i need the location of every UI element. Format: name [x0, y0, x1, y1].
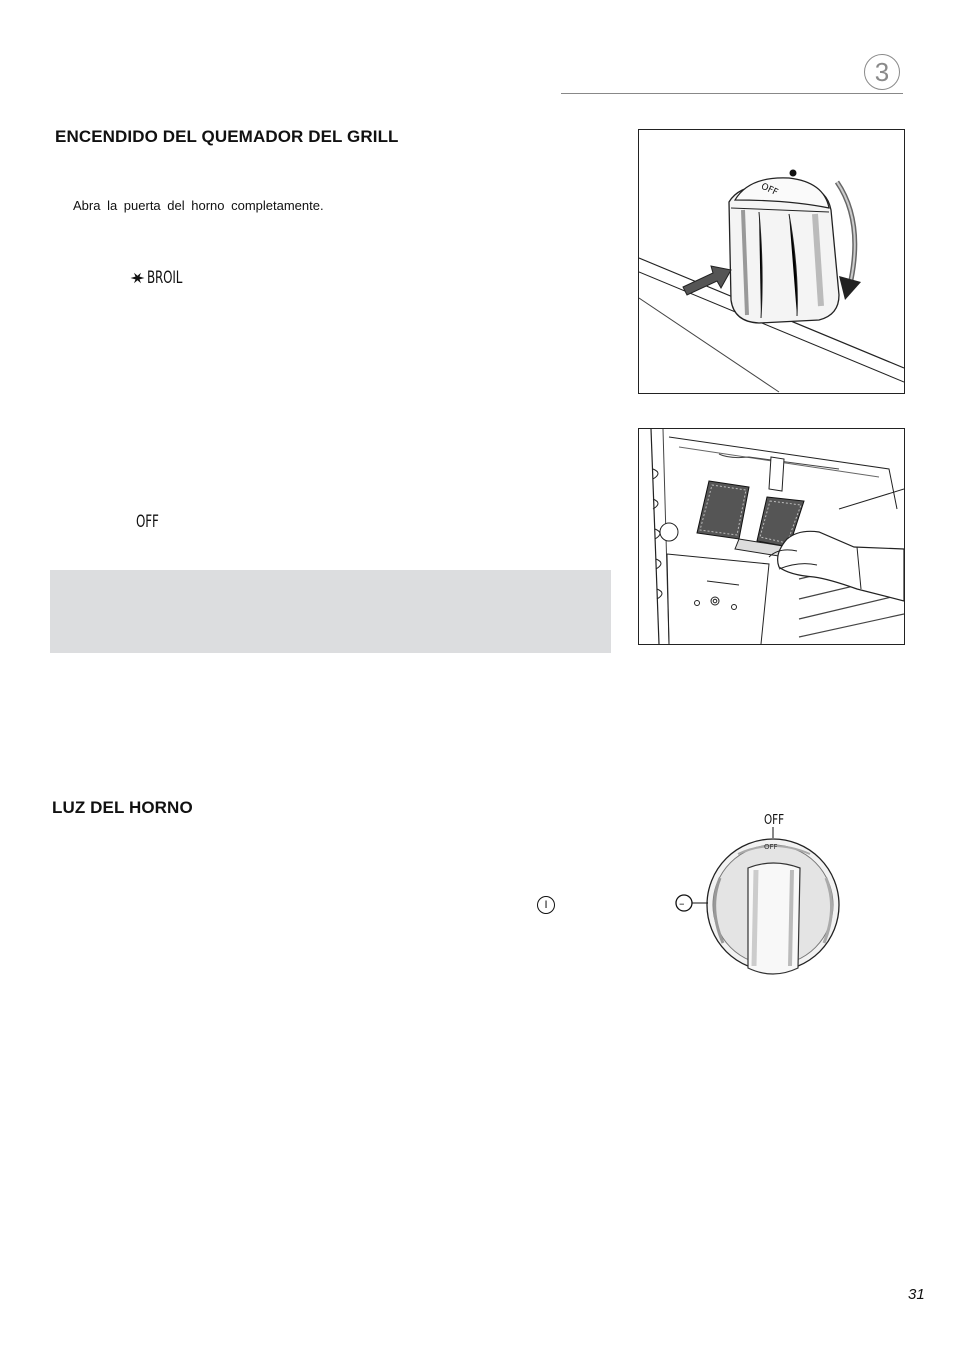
step-open-door-text: Abra la puerta del horno completamente. [73, 198, 324, 213]
chapter-number: 3 [874, 57, 890, 87]
broil-label: BROIL [147, 268, 183, 288]
off-label: OFF [136, 512, 159, 532]
chapter-number-badge [864, 54, 900, 90]
knob-face-off-label: OFF [764, 843, 778, 851]
figure-light-knob [668, 808, 848, 984]
page-number: 31 [908, 1286, 925, 1303]
light-off-symbol: – [679, 897, 685, 910]
star-icon [130, 272, 145, 284]
header-rule [561, 93, 903, 94]
light-on-symbol-text: I [544, 899, 548, 911]
light-on-symbol [537, 896, 555, 914]
note-box [50, 570, 611, 653]
knob-turn-illustration [639, 130, 904, 393]
figure-broiler-ignite [638, 428, 905, 645]
light-knob-illustration [668, 808, 848, 984]
broil-symbol [130, 268, 192, 288]
oven-interior-illustration [639, 429, 904, 644]
knob-top-off-label: OFF [764, 811, 785, 828]
section-title-grill: ENCENDIDO DEL QUEMADOR DEL GRILL [55, 127, 399, 146]
knob-off-text: OFF [759, 181, 780, 199]
section-title-oven-light: LUZ DEL HORNO [52, 798, 193, 817]
figure-knob-turn [638, 129, 905, 394]
